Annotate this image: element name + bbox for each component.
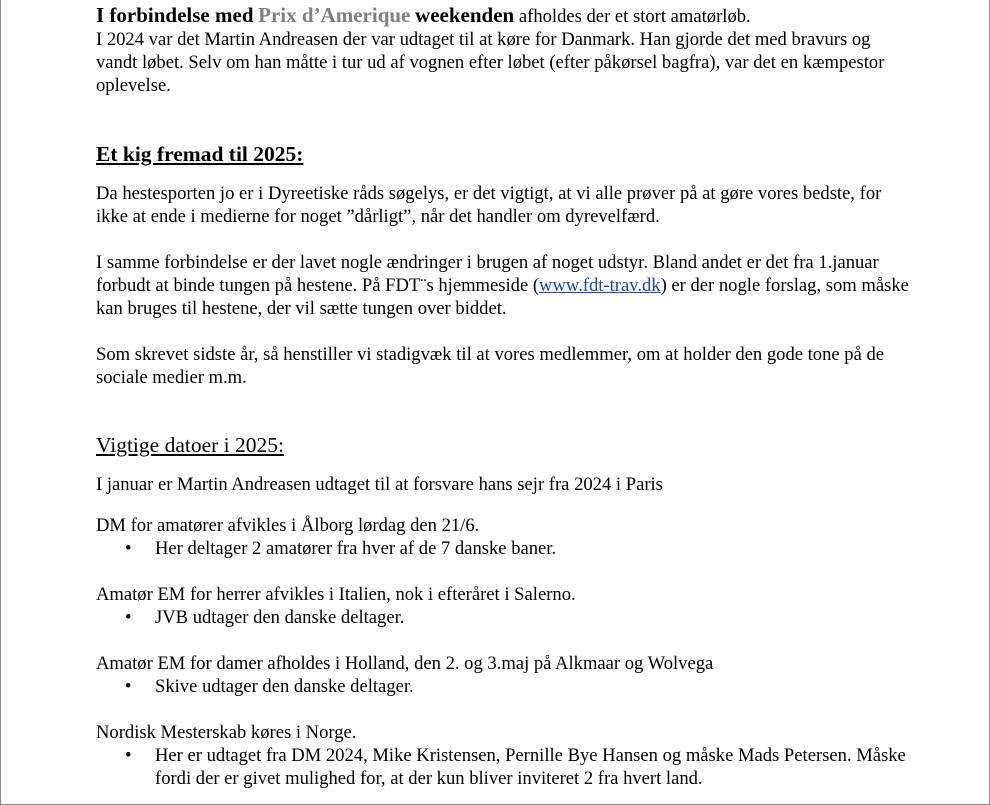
section2-line1: I januar er Martin Andreasen udtaget til at forsvare hans sejr fra 2024 i Paris [96,474,663,495]
date-block-text: DM for amatører afvikles i Ålborg lørdag den 21/6. [96,515,480,536]
section1-para1: Da hestesporten jo er i Dyreetiske råds søgelys, er det vigtigt, at vi alle prøver på at gøre vores bedste, for ikke at ende i medierne for noget ”dårligt”, når det handler om dyrevelfærd. [96,183,882,227]
bullet-glyph: • [125,538,132,559]
list-item [96,744,916,790]
section1-para2-after: ) er der nogle forslag, som måske kan bruges til hestene, der vil sætte tungen over biddet. [96,275,909,319]
list-item-text: Her deltager 2 amatører fra hver af de 7 danske baner. [155,538,557,559]
section1-para2 [96,251,916,320]
document-body [96,4,916,790]
list-item [96,537,916,560]
fdt-website-link[interactable]: www.fdt-trav.dk [539,275,661,296]
section1-para3: Som skrevet sidste år, så henstiller vi stadigvæk til at vores medlemmer, om at holder den gode tone på de sociale medier m.m. [96,344,885,388]
section1-heading: Et kig fremad til 2025: [96,142,304,166]
list-item-text: Skive udtager den danske deltager. [155,676,414,697]
date-block-text: Nordisk Mesterskab køres i Norge. [96,722,357,743]
date-block-list [96,675,916,698]
list-item [96,675,916,698]
bullet-glyph: • [125,607,132,628]
section2-heading: Vigtige datoer i 2025: [96,433,284,457]
date-block-list [96,537,916,560]
intro-text-after: afholdes der et stort amatørløb. [518,6,751,27]
bullet-glyph: • [125,676,132,697]
date-block-list [96,606,916,629]
date-block-text: Amatør EM for herrer afvikles i Italien, nok i efteråret i Salerno. [96,584,576,605]
intro-paragraph [96,4,916,97]
date-block-list [96,744,916,790]
bullet-glyph: • [125,745,132,766]
intro-bold-tail: weekenden [415,3,515,27]
list-item [96,606,916,629]
list-item-text: Her er udtaget fra DM 2024, Mike Kristensen, Pernille Bye Hansen og måske Mads Petersen. Måske fordi der er givet mulighed for, at der kun bliver inviteret 2 fra hvert land. [155,745,906,789]
intro-prix-name: Prix d’Amerique [258,3,411,27]
date-block-text: Amatør EM for damer afholdes i Holland, den 2. og 3.maj på Alkmaar og Wolvega [96,653,714,674]
list-item-text: JVB udtager den danske deltager. [155,607,405,628]
intro-line2: I 2024 var det Martin Andreasen der var udtaget til at køre for Danmark. Han gjorde det med bravurs og vandt løbet. Selv om han måtte i tur ud af vognen efter løbet (efter påkørsel bagfra), var det en kæmpestor oplevelse. [96,29,885,96]
section1-para2-before: I samme forbindelse er der lavet nogle ændringer i brugen af noget udstyr. Bland andet er det fra 1.januar forbudt at binde tungen på hestene. På FDT¨s hjemmeside ( [96,252,879,296]
intro-bold-lead: I forbindelse med [96,3,254,27]
